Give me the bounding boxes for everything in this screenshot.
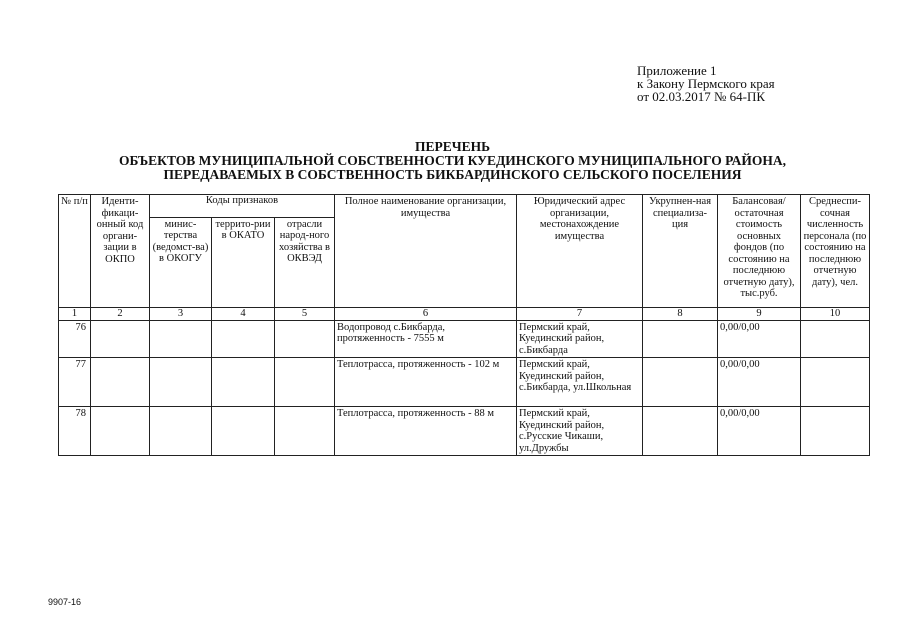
header-row-1: [59, 195, 870, 218]
col-number: 8: [643, 308, 718, 321]
row-balance: 0,00/0,00: [718, 358, 801, 407]
col-number: 7: [517, 308, 643, 321]
col-number: 10: [801, 308, 870, 321]
col-number: 5: [275, 308, 335, 321]
table-row: [59, 407, 870, 456]
header-name: Полное наименование организации, имущества: [335, 195, 517, 308]
row-name: Водопровод с.Бикбарда, протяженность - 7555 м: [335, 320, 517, 358]
header-staff: Среднеспи-сочная численность персонала (по состоянию на последнюю отчетную дату), чел.: [801, 195, 870, 308]
col-number: 2: [91, 308, 150, 321]
header-okogu: минис-терства (ведомст-ва) в ОКОГУ: [150, 217, 212, 307]
row-balance: 0,00/0,00: [718, 320, 801, 358]
table-row: [59, 320, 870, 358]
appendix-block: [637, 64, 775, 103]
footer-code: 9907-16: [48, 597, 82, 607]
header-okpo: Иденти-фикаци-онный код органи-зации в ОКПО: [91, 195, 150, 308]
header-num: № п/п: [59, 195, 91, 308]
appendix-line-2: к Закону Пермского края: [637, 76, 775, 91]
document-subtitle-line-2: ПЕРЕДАВАЕМЫХ В СОБСТВЕННОСТЬ БИКБАРДИНСКОГО СЕЛЬСКОГО ПОСЕЛЕНИЯ: [163, 167, 742, 182]
col-number: 4: [212, 308, 275, 321]
property-table: [58, 194, 870, 456]
row-address: Пермский край, Куединский район, с.Русские Чикаши, ул.Дружбы: [517, 407, 643, 456]
document-subtitle-line-1: ОБЪЕКТОВ МУНИЦИПАЛЬНОЙ СОБСТВЕННОСТИ КУЕДИНСКОГО МУНИЦИПАЛЬНОГО РАЙОНА,: [118, 153, 787, 168]
appendix-line-1: Приложение 1: [637, 63, 717, 78]
column-number-row: [59, 308, 870, 321]
row-num: 76: [59, 320, 91, 358]
appendix-line-3: от 02.03.2017 № 64-ПК: [637, 89, 766, 104]
row-num: 77: [59, 358, 91, 407]
header-okved: отрасли народ-ного хозяйства в ОКВЭД: [275, 217, 335, 307]
header-spec: Укрупнен-ная специализа-ция: [643, 195, 718, 308]
col-number: 3: [150, 308, 212, 321]
col-number: 6: [335, 308, 517, 321]
row-address: Пермский край, Куединский район, с.Бикбарда, ул.Школьная: [517, 358, 643, 407]
header-okato: террито-рии в ОКАТО: [212, 217, 275, 307]
header-balance: Балансовая/ остаточная стоимость основных фондов (по состоянию на последнюю отчетную дату), тыс.руб.: [718, 195, 801, 308]
col-number: 1: [59, 308, 91, 321]
row-balance: 0,00/0,00: [718, 407, 801, 456]
header-address: Юридический адрес организации, местонахождение имущества: [517, 195, 643, 308]
document-title: ПЕРЕЧЕНЬ: [414, 139, 491, 154]
col-number: 9: [718, 308, 801, 321]
table-row: [59, 358, 870, 407]
row-num: 78: [59, 407, 91, 456]
row-name: Теплотрасса, протяженность - 88 м: [335, 407, 517, 456]
header-codes-group: Коды признаков: [150, 195, 335, 218]
row-name: Теплотрасса, протяженность - 102 м: [335, 358, 517, 407]
row-address: Пермский край, Куединский район, с.Бикбарда: [517, 320, 643, 358]
